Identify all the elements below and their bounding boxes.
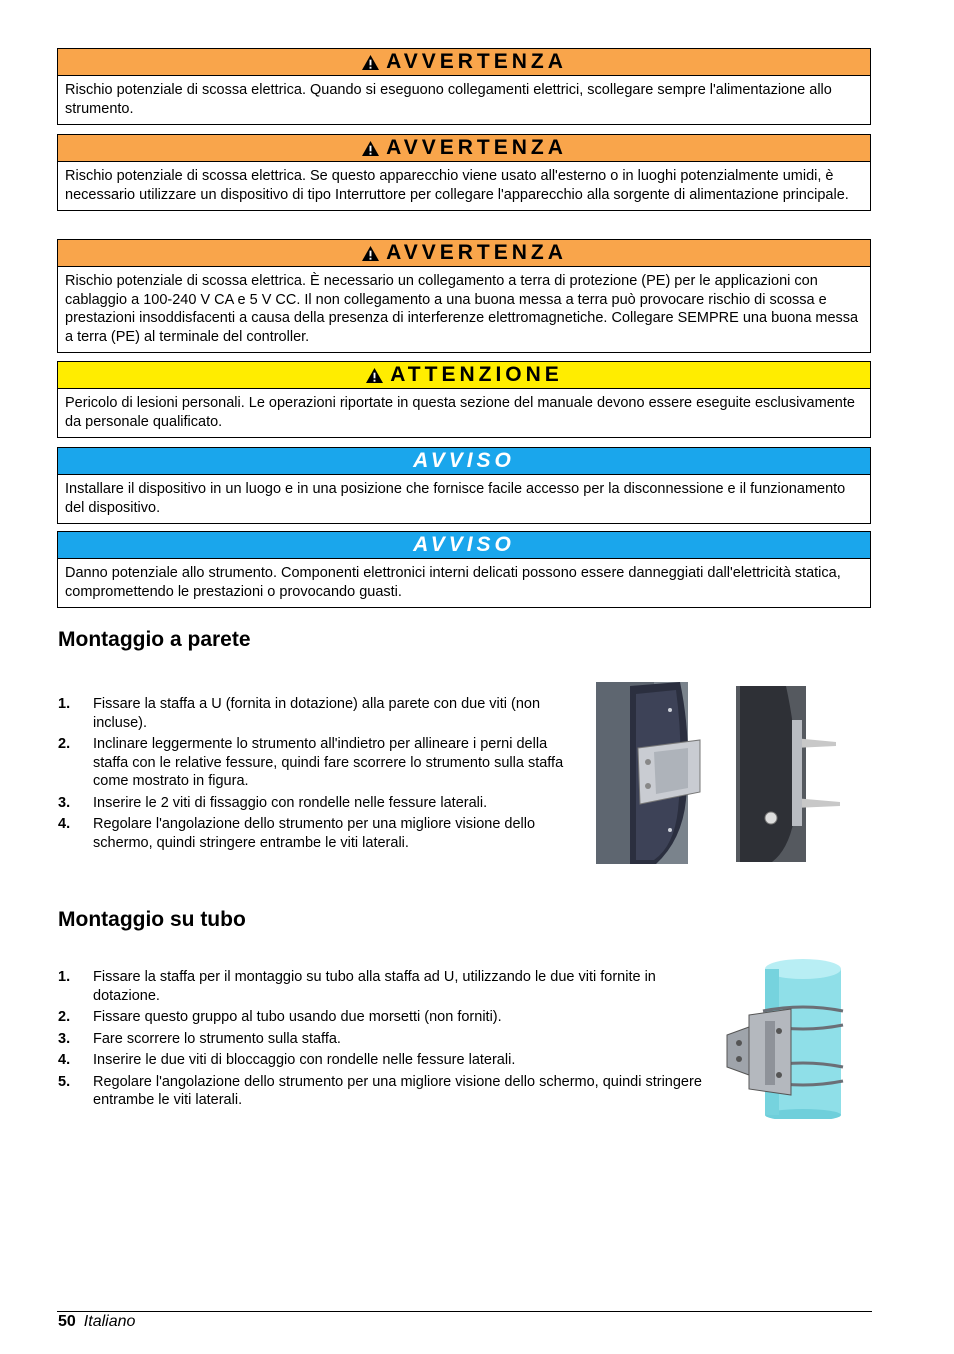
notice-header (58, 448, 870, 475)
notice-text: Installare il dispositivo in un luogo e in una posizione che fornisce facile accesso per la disconnessione e il funzionamento del dispositivo. (65, 481, 846, 516)
footer-divider (57, 1311, 872, 1312)
caution-header (58, 362, 870, 389)
warning-text: Rischio potenziale di scossa elettrica. Se questo apparecchio viene usato all'esterno o in luoghi potenzialmente umidi, è necessario utilizzare un dispositivo di tipo Interruttore per collegare l'apparecchio alla sorgente di alimentazione principale. (65, 168, 849, 203)
warning-title: AVVERTENZA (386, 136, 567, 159)
pipe-mount-steps (58, 968, 703, 1113)
notice-header (58, 532, 870, 559)
list-item: 3. Fare scorrere lo strumento sulla staffa. (58, 1030, 341, 1047)
warning-triangle-icon (365, 367, 384, 384)
warning-title: AVVERTENZA (386, 241, 567, 264)
list-item: 1. Fissare la staffa per il montaggio su tubo alla staffa ad U, utilizzando le due viti fornite in dotazione. (58, 969, 656, 1004)
warning-triangle-icon (361, 245, 380, 262)
warning-triangle-icon (361, 140, 380, 157)
wall-mount-illustration (596, 680, 848, 866)
list-item: 3. Inserire le 2 viti di fissaggio con rondelle nelle fessure laterali. (58, 794, 488, 811)
caution-text: Pericolo di lesioni personali. Le operazioni riportate in questa sezione del manuale devono essere eseguite esclusivamente da personale qualificato. (65, 395, 855, 430)
warning-triangle-icon (361, 54, 380, 71)
warning-header (58, 240, 870, 267)
warning-header (58, 135, 870, 162)
notice-title: AVVISO (413, 449, 515, 472)
notice-box-1 (57, 447, 871, 524)
notice-box-2 (57, 531, 871, 608)
notice-title: AVVISO (413, 533, 515, 556)
wall-mount-heading: Montaggio a parete (58, 628, 251, 651)
warning-box-3 (57, 239, 871, 353)
warning-box-2 (57, 134, 871, 211)
list-item: 1. Fissare la staffa a U (fornita in dotazione) alla parete con due viti (non incluse). (58, 696, 541, 731)
warning-text: Rischio potenziale di scossa elettrica. È necessario un collegamento a terra di protezione (PE) per le applicazioni con cablaggio a 100-240 V CA e 5 V CC. Il non collegamento a una buona messa a terra può provocare rischio di scossa e prestazioni insoddisfacenti a causa della presenza di interferenze elettromagnetiche. Collegare SEMPRE una buona messa a terra (PE) al terminale del controller. (65, 273, 859, 345)
page-footer (58, 1313, 135, 1331)
footer-language: Italiano (83, 1313, 136, 1330)
list-item: 5. Regolare l'angolazione dello strumento per una migliore visione dello schermo, quindi stringere entrambe le viti laterali. (58, 1073, 702, 1108)
list-item: 4. Inserire le due viti di bloccaggio con rondelle nelle fessure laterali. (58, 1052, 516, 1068)
list-item: 2. Inclinare leggermente lo strumento all'indietro per allineare i perni della staffa con le relative fessure, quindi fare scorrere lo strumento sulla staffa come mostrato in figura. (58, 736, 564, 789)
list-item: 4. Regolare l'angolazione dello strumento per una migliore visione dello schermo, quindi stringere entrambe le viti laterali. (58, 816, 536, 851)
list-item: 2. Fissare questo gruppo al tubo usando due morsetti (non forniti). (58, 1009, 502, 1025)
warning-header (58, 49, 870, 76)
pipe-mount-illustration (719, 955, 849, 1119)
page-number: 50 (58, 1313, 76, 1330)
wall-mount-steps (58, 695, 570, 855)
warning-box-1 (57, 48, 871, 125)
warning-title: AVVERTENZA (386, 50, 567, 73)
notice-text: Danno potenziale allo strumento. Componenti elettronici interni delicati possono essere danneggiati dall'elettricità statica, compromettendo le prestazioni o provocando guasti. (65, 565, 841, 600)
caution-box (57, 361, 871, 438)
caution-title: ATTENZIONE (390, 363, 563, 386)
warning-text: Rischio potenziale di scossa elettrica. Quando si eseguono collegamenti elettrici, scollegare sempre l'alimentazione allo strumento. (65, 82, 832, 117)
pipe-mount-heading: Montaggio su tubo (58, 908, 246, 931)
